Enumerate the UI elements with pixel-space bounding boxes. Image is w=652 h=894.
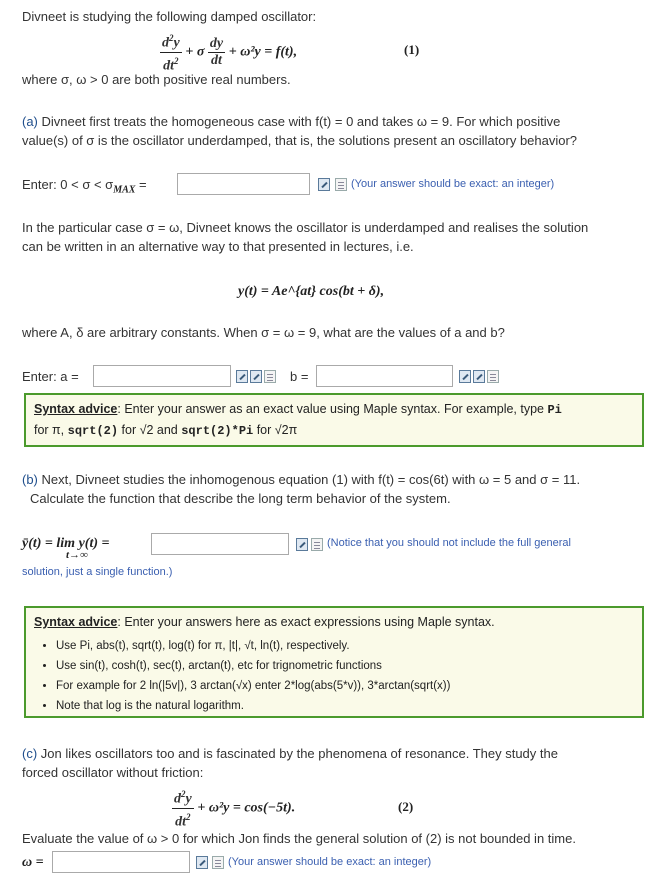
part-c-question-text: Jon likes oscillators too and is fascinated by the phenomena of resonance. They study the bbox=[37, 746, 558, 761]
part-c-label: (c) bbox=[22, 746, 38, 761]
ybar-check-icon[interactable] bbox=[296, 538, 308, 551]
syntax-advice-item: • For example for 2 ln(|5v|), 3 arctan(√x) enter 2*log(abs(5*v)), 3*arctan(sqrt(x)) bbox=[56, 676, 634, 696]
syntax-advice-title-1: Syntax advice bbox=[34, 402, 118, 416]
part-b-question-text: Next, Divneet studies the inhomogenous equation (1) with f(t) = cos(6t) with ω = 5 and σ = 11. bbox=[37, 472, 581, 487]
ybar-input[interactable] bbox=[151, 533, 289, 555]
a-input[interactable] bbox=[93, 365, 231, 387]
a-check-icon[interactable] bbox=[236, 370, 248, 383]
syntax-advice-title-2: Syntax advice bbox=[34, 615, 118, 629]
syntax-advice-list bbox=[34, 636, 634, 716]
b-check-icon[interactable] bbox=[459, 370, 471, 383]
syntax-advice-text-1: : Enter your answer as an exact value using Maple syntax. For example, type bbox=[117, 402, 548, 416]
equation-2 bbox=[172, 786, 295, 830]
limit-subscript: t→∞ bbox=[66, 549, 88, 561]
part-a-question-line2: value(s) of σ is the oscillator underdamped, that is, the solutions present an oscillatory behavior? bbox=[22, 133, 578, 148]
evaluate-text: Evaluate the value of ω > 0 for which Jon finds the general solution of (2) is not bounded in time. bbox=[22, 831, 576, 846]
part-b-question-line2: Calculate the function that describe the long term behavior of the system. bbox=[30, 491, 451, 506]
document-icon[interactable] bbox=[335, 178, 347, 191]
equation-2-number: (2) bbox=[398, 799, 414, 814]
enter-sigma-label bbox=[22, 177, 147, 196]
d2y-dt2-fraction: $\frac{d^2y}{dt^2}$ bbox=[160, 30, 182, 74]
part-a-question-line1 bbox=[22, 114, 560, 129]
particular-case-line2: can be written in an alternative way to that presented in lectures, i.e. bbox=[22, 239, 414, 254]
equation-1-rhs: + ω²y = f(t), bbox=[228, 44, 298, 60]
enter-a-label: Enter: a = bbox=[22, 369, 79, 384]
where-constants-text: where A, δ are arbitrary constants. When σ = ω = 9, what are the values of a and b? bbox=[22, 325, 505, 340]
part-a-label: (a) bbox=[22, 114, 38, 129]
dy-dt-fraction: $\frac{dy}{dt}$ bbox=[209, 35, 224, 68]
omega-label: ω = bbox=[22, 855, 44, 870]
syntax-advice-intro-2: : Enter your answers here as exact expressions using Maple syntax. bbox=[117, 615, 495, 629]
answer-check-icon[interactable] bbox=[318, 178, 330, 191]
equation-2-rhs: + ω²y = cos(−5t). bbox=[197, 800, 296, 816]
pi-code: Pi bbox=[547, 403, 562, 417]
sigma-max-sub: MAX bbox=[113, 184, 136, 196]
omega-check-icon[interactable] bbox=[196, 856, 208, 869]
omega-hint: (Your answer should be exact: an integer) bbox=[228, 856, 432, 868]
sigma-max-input[interactable] bbox=[177, 173, 310, 195]
part-c-question-line1 bbox=[22, 746, 558, 761]
part-a-question-text: Divneet first treats the homogeneous case with f(t) = 0 and takes ω = 9. For which positive bbox=[41, 114, 561, 129]
d2y-dt2-fraction-2: $\frac{d^2y}{dt^2}$ bbox=[172, 786, 194, 830]
solution-equation: y(t) = Ae^{at} cos(bt + δ), bbox=[238, 284, 385, 299]
syntax-advice-item: • Note that log is the natural logarithm. bbox=[56, 696, 634, 716]
a-document-icon[interactable] bbox=[264, 370, 276, 383]
b-preview-icon[interactable] bbox=[473, 370, 485, 383]
b-document-icon[interactable] bbox=[487, 370, 499, 383]
syntax-advice-sqrtpi-text: for √2π bbox=[253, 423, 298, 437]
part-b-question-line1 bbox=[22, 472, 580, 487]
sigma-hint: (Your answer should be exact: an integer) bbox=[351, 178, 555, 190]
sqrtpi-code: sqrt(2)*Pi bbox=[181, 424, 254, 438]
enter-sigma-eq: = bbox=[135, 177, 147, 192]
part-c-question-line2: forced oscillator without friction: bbox=[22, 765, 204, 780]
enter-sigma-text: Enter: 0 < σ < σ bbox=[22, 177, 114, 192]
a-preview-icon[interactable] bbox=[250, 370, 262, 383]
ybar-hint-line2: solution, just a single function.) bbox=[22, 566, 173, 578]
equation-1: $\frac{d^2y}{dt^2}$ + σ $\frac{dy}{dt}$ + ω²y = f(t), bbox=[160, 30, 297, 74]
syntax-advice-box-1 bbox=[24, 393, 644, 447]
part-b-label: (b) bbox=[22, 472, 38, 487]
where-positive-text: where σ, ω > 0 are both positive real numbers. bbox=[22, 72, 291, 87]
intro-text: Divneet is studying the following damped oscillator: bbox=[22, 9, 317, 24]
b-input[interactable] bbox=[316, 365, 453, 387]
particular-case-line1: In the particular case σ = ω, Divneet knows the oscillator is underdamped and realises the solution bbox=[22, 220, 589, 235]
enter-b-label: b = bbox=[290, 369, 309, 384]
syntax-advice-box-2 bbox=[24, 606, 644, 718]
ybar-limit-label: ȳ(t) = lim y(t) = bbox=[22, 536, 110, 551]
equation-1-number: (1) bbox=[404, 42, 420, 57]
ybar-document-icon[interactable] bbox=[311, 538, 323, 551]
ybar-hint-line1: (Notice that you should not include the full general bbox=[327, 537, 571, 549]
syntax-advice-item: • Use sin(t), cosh(t), sec(t), arctan(t), etc for trignometric functions bbox=[56, 656, 634, 676]
syntax-advice-sqrt-text: for √2 and bbox=[118, 423, 182, 437]
omega-document-icon[interactable] bbox=[212, 856, 224, 869]
syntax-advice-pi-text: for π, bbox=[34, 423, 68, 437]
syntax-advice-item: • Use Pi, abs(t), sqrt(t), log(t) for π, |t|, √t, ln(t), respectively. bbox=[56, 636, 634, 656]
sqrt2-code: sqrt(2) bbox=[67, 424, 119, 438]
omega-input[interactable] bbox=[52, 851, 190, 873]
